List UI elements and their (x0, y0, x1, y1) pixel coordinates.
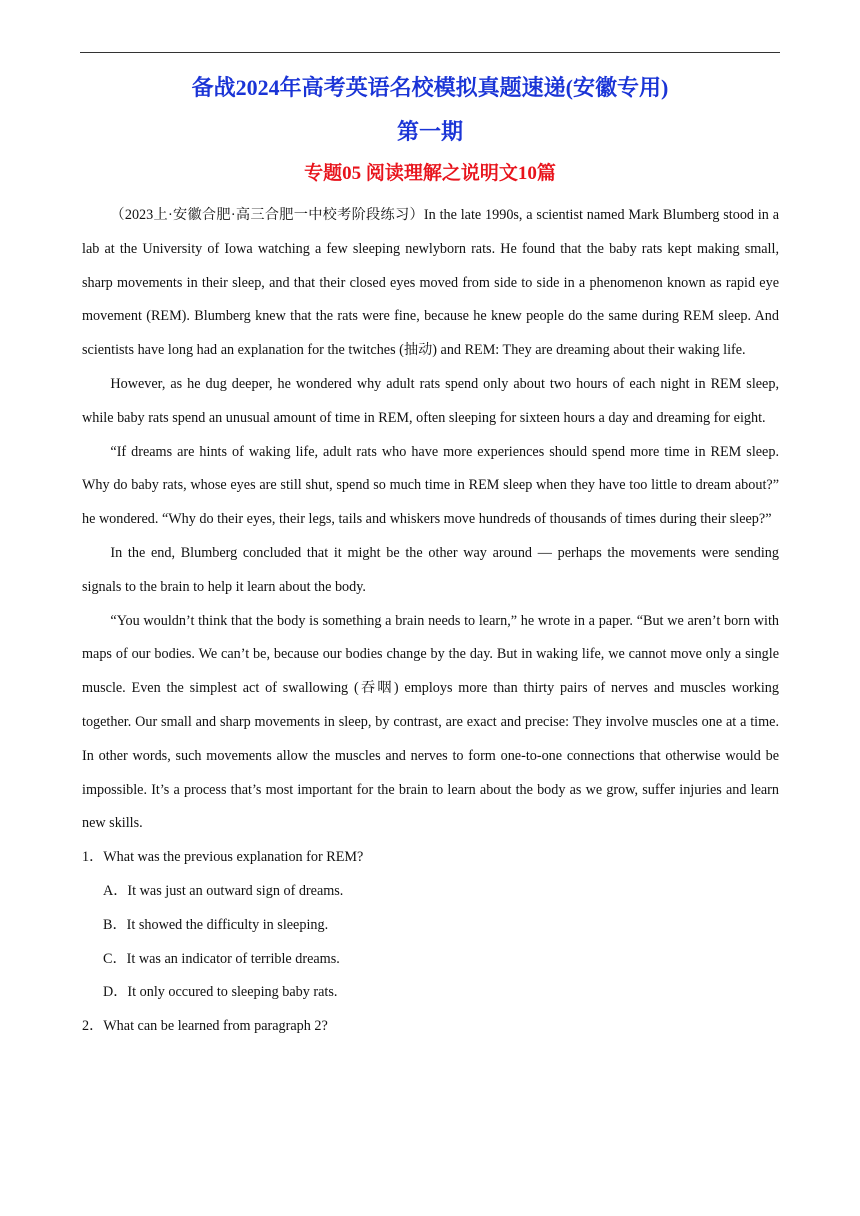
option-a: A．It was just an outward sign of dreams. (103, 882, 344, 899)
option-b: B．It showed the difficulty in sleeping. (103, 916, 329, 933)
passage-paragraph-3: “If dreams are hints of waking life, adult rats who have more experiences should spend more time in REM sleep. Why do baby rats, whose eyes are still shut, spend so much time in REM sleep when they have too little to dream about?” he wondered. “Why do their eyes, their legs, tails and whiskers move hundreds of thousands of times during their sleep?” (82, 443, 779, 528)
issue-title: 第一期 (396, 119, 463, 144)
question-stem: 2．What can be learned from paragraph 2? (82, 1018, 328, 1035)
passage-paragraph-4: In the end, Blumberg concluded that it might be the other way around — perhaps the movements were sending signals to the brain to help it learn about the body. (82, 544, 779, 595)
passage-paragraph-5: “You wouldn’t think that the body is something a brain needs to learn,” he wrote in a paper. “But we aren’t born with maps of our bodies. We can’t be, because our bodies change by the day. But in waking life, we cannot move only a single muscle. Even the simplest act of swallowing (吞咽) employs more than thirty pairs of nerves and muscles working together. Our small and sharp movements in sleep, by contrast, are exact and precise: They involve muscles one at a time. In other words, such movements allow the muscles and nerves to form one-to-one connections that otherwise would be impossible. It’s a process that’s most important for the brain to learn about the body as we grow, suffer injuries and learn new skills. (82, 612, 779, 832)
option-c: C．It was an indicator of terrible dreams. (103, 950, 340, 967)
topic-title: 专题05 阅读理解之说明文10篇 (304, 163, 556, 184)
question-stem: 1．What was the previous explanation for REM? (82, 849, 364, 866)
document-body (82, 199, 779, 1044)
option-d: D．It only occured to sleeping baby rats. (103, 984, 338, 1001)
main-title: 备战2024年高考英语名校模拟真题速递(安徽专用) (191, 75, 669, 100)
question-1 (82, 841, 779, 1010)
passage-paragraph-2: However, as he dug deeper, he wondered why adult rats spend only about two hours of each night in REM sleep, while baby rats spend an unusual amount of time in REM, often sleeping for sixteen hours a day and dreaming for eight. (82, 375, 779, 426)
passage-paragraph-1: （2023上·安徽合肥·高三合肥一中校考阶段练习）In the late 1990s, a scientist named Mark Blumberg stood in a lab at the University of Iowa watching a few sleeping newlyborn rats. He found that the baby rats kept making small, sharp movements in their sleep, and that their closed eyes moved from side to side in a phenomenon known as rapid eye movement (REM). Blumberg knew that the rats were fine, because he knew people do the same during REM sleep. And scientists have long had an explanation for the twitches (抽动) and REM: They are dreaming about their waking life. (82, 207, 779, 359)
title-block (80, 70, 780, 192)
question-2 (82, 1010, 779, 1044)
header-rule (80, 52, 780, 53)
